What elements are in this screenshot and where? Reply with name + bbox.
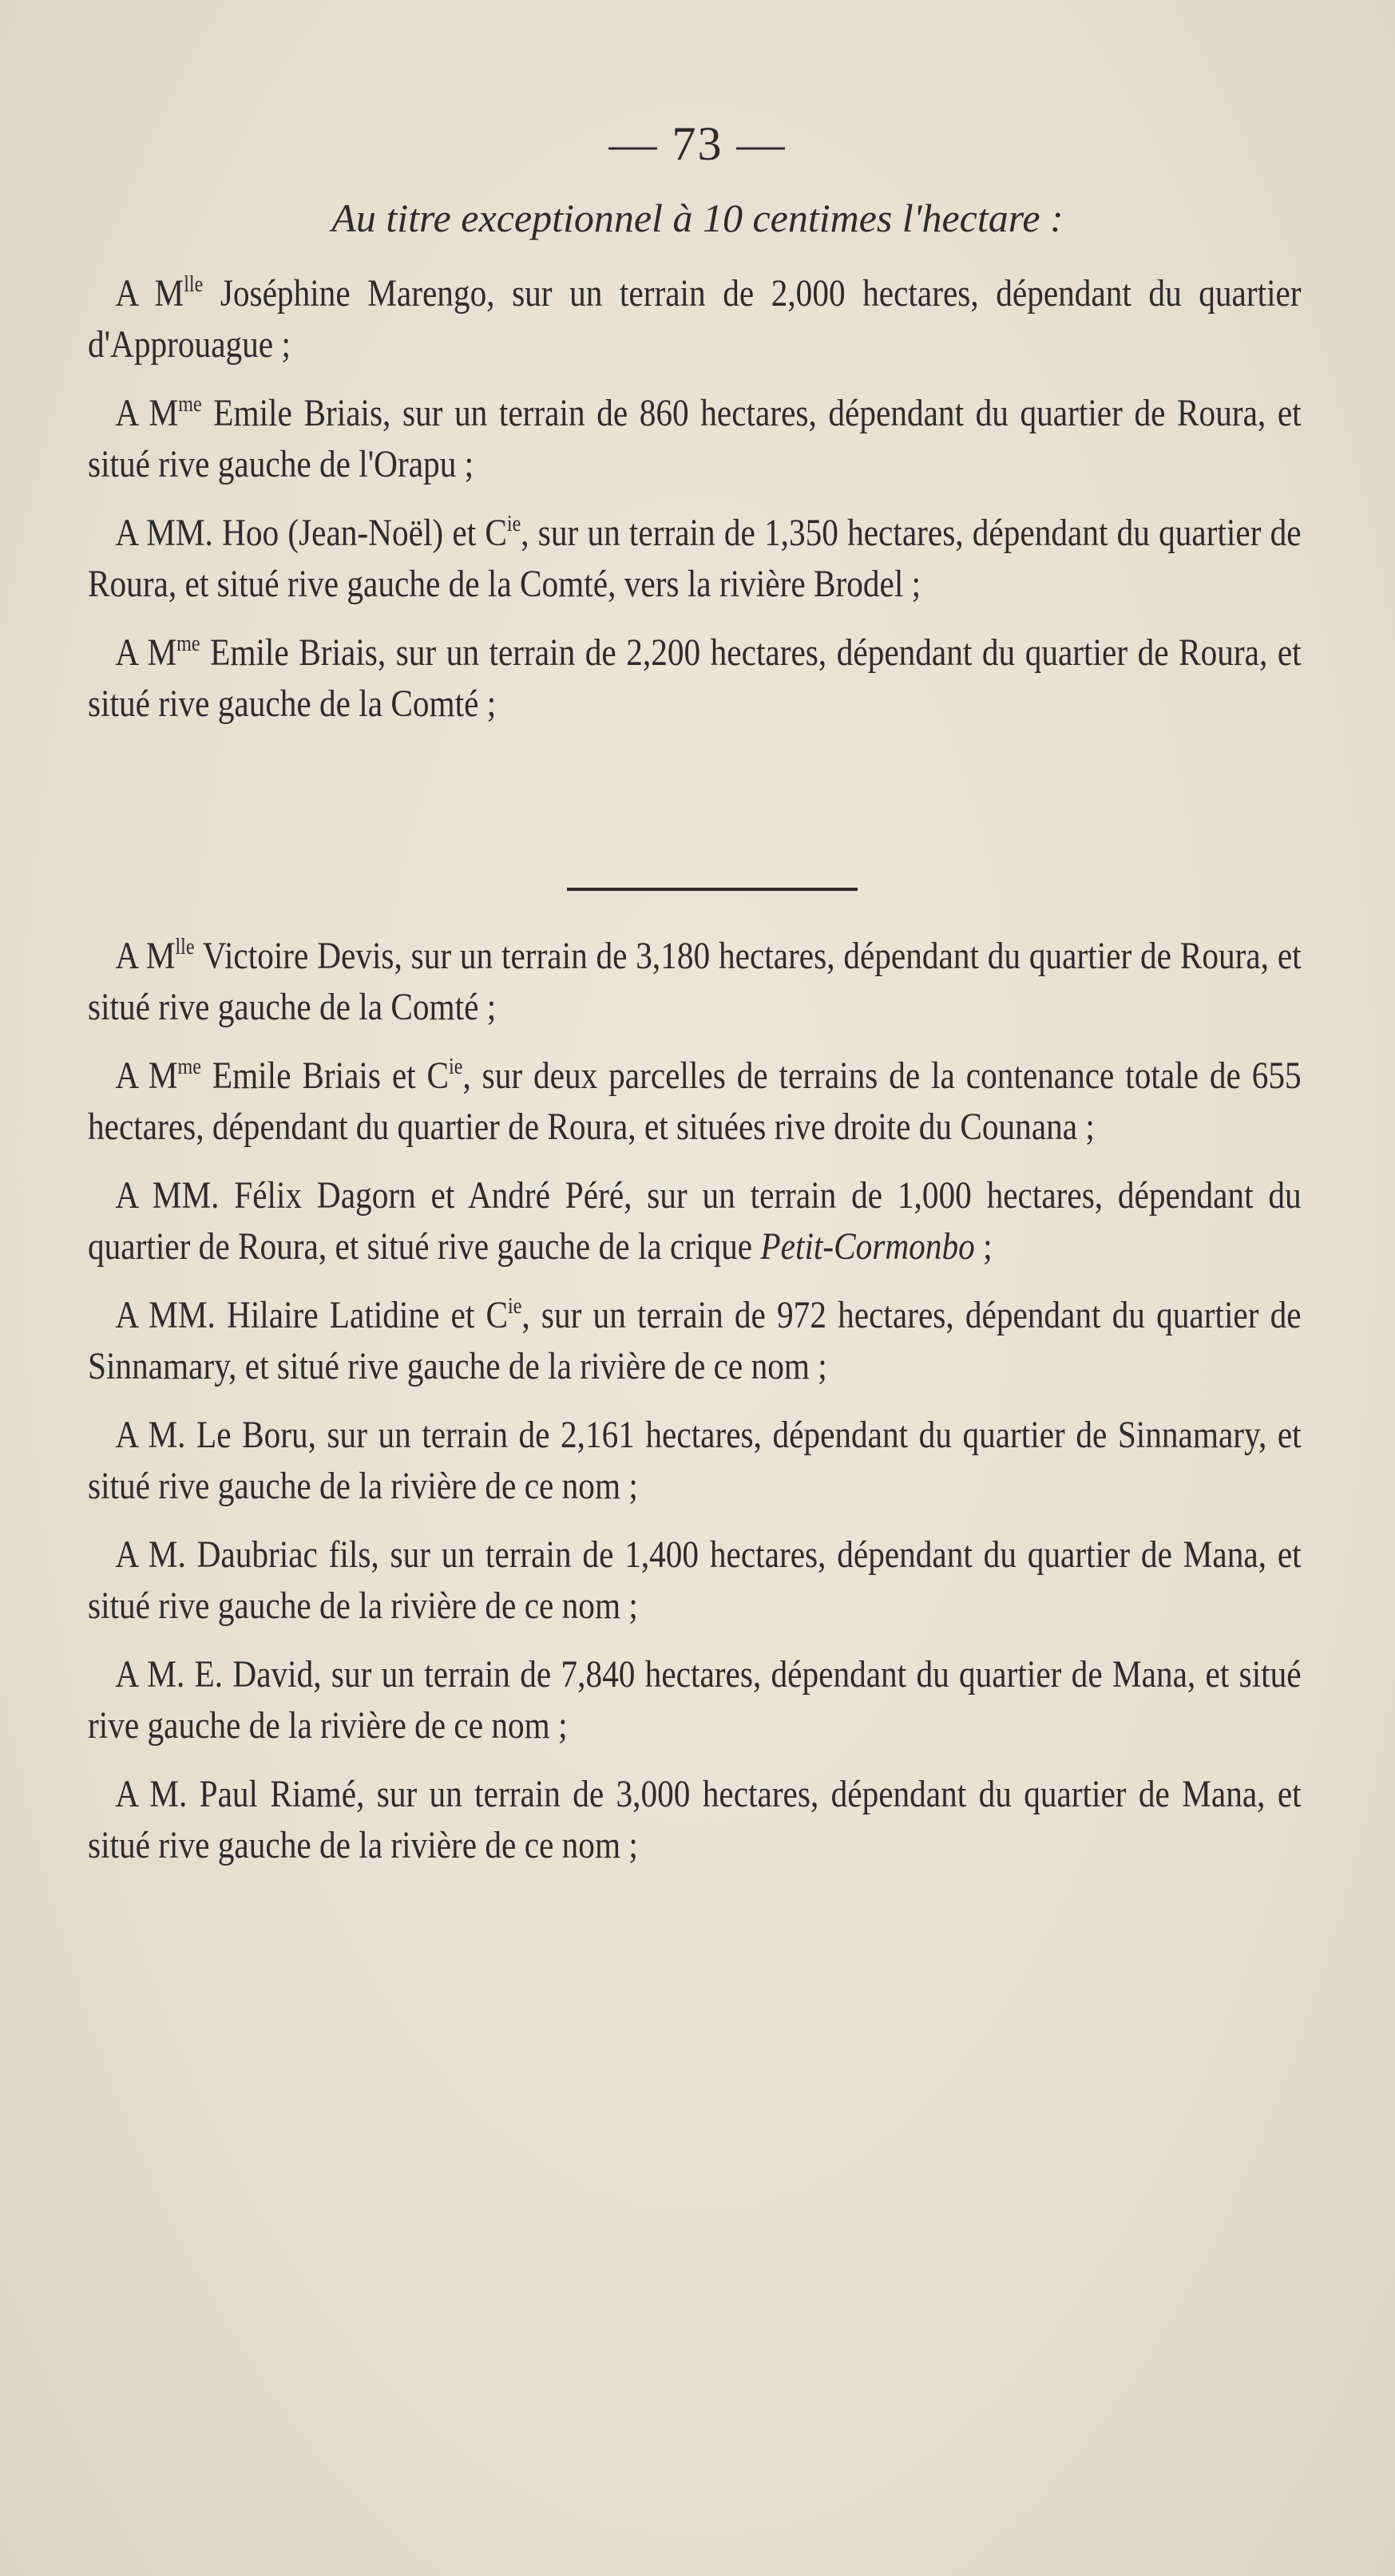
grants-list-1 [88,268,1302,747]
grant-entry: A $M^{lle}$ Joséphine Marengo, sur un terrain de 2,000 hectares, dépendant du quartier d'Approuague ; [88,272,1302,366]
grant-entry: A $M^{me}$ Emile Briais et $C^{ie}$, sur deux parcelles de terrains de la contenance totale de 655 hectares, dépendant du quartier de Roura, et situées rive droite du Counana ; [88,1055,1302,1148]
grant-entry: A $M^{lle}$ Victoire Devis, sur un terrain de 3,180 hectares, dépendant du quartier de Roura, et situé rive gauche de la Comté ; [88,935,1302,1028]
grant-entry: A M. E. David, sur un terrain de 7,840 hectares, dépendant du quartier de Mana, et situé rive gauche de la rivière de ce nom ; [88,1653,1302,1747]
section-heading: Au titre exceptionnel à 10 centimes l'hectare : [331,196,1064,240]
grant-entry: A MM. Félix Dagorn et André Péré, sur un terrain de 1,000 hectares, dépendant du quartier de Roura, et situé rive gauche de la crique Petit-Cormonbo ; [88,1174,1302,1268]
grants-list-2 [88,931,1302,1889]
grant-entry: A $M^{me}$ Emile Briais, sur un terrain de 860 hectares, dépendant du quartier de Roura, et situé rive gauche de l'Orapu ; [88,392,1302,485]
page-number: — 73 — [608,117,787,170]
grant-entry: A M. Daubriac fils, sur un terrain de 1,400 hectares, dépendant du quartier de Mana, et situé rive gauche de la rivière de ce nom ; [88,1533,1302,1627]
section-divider [567,888,858,891]
grant-entry: A M. Le Boru, sur un terrain de 2,161 hectares, dépendant du quartier de Sinnamary, et situé rive gauche de la rivière de ce nom ; [88,1414,1302,1507]
grant-entry: A MM. Hilaire Latidine et $C^{ie}$, sur un terrain de 972 hectares, dépendant du quartier de Sinnamary, et situé rive gauche de la rivière de ce nom ; [88,1294,1302,1387]
grant-entry: A $M^{me}$ Emile Briais, sur un terrain de 2,200 hectares, dépendant du quartier de Roura, et situé rive gauche de la Comté ; [88,631,1302,725]
grant-entry: A M. Paul Riamé, sur un terrain de 3,000 hectares, dépendant du quartier de Mana, et situé rive gauche de la rivière de ce nom ; [88,1773,1302,1866]
grant-entry: A MM. Hoo (Jean-Noël) et $C^{ie}$, sur un terrain de 1,350 hectares, dépendant du quartier de Roura, et situé rive gauche de la Comté, vers la rivière Brodel ; [88,512,1302,605]
